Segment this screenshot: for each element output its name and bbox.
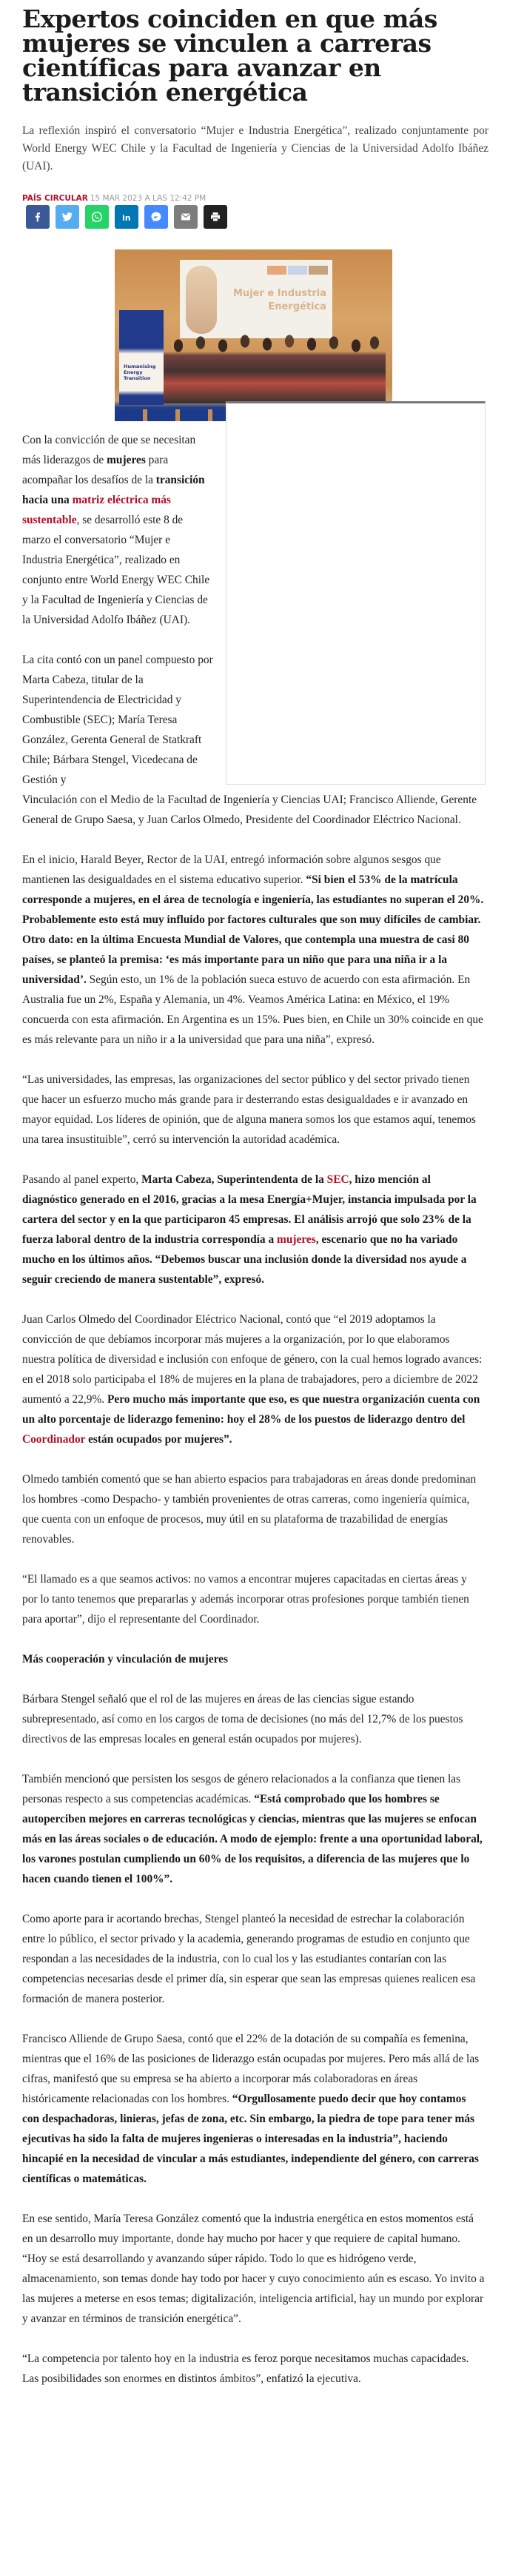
facebook-icon <box>32 211 44 223</box>
print-icon <box>209 211 221 223</box>
paragraph-olmedo-espacios: Olmedo también comentó que se han abierto espacios para trabajadoras en áreas donde predominan los hombres -como Despacho- y también provenientes de otras carreras, como ingeniería química, que cuenta con un enfoque de procesos, muy útil en su plataforma de trazabilidad de energías renovables. <box>22 1473 477 1546</box>
whatsapp-icon <box>91 211 103 223</box>
article-photo <box>115 249 392 421</box>
bold-text: transición hacia una <box>22 474 205 506</box>
text-span: Pasando al panel experto, <box>22 1173 142 1186</box>
screen-title-line2: Energética <box>268 301 326 312</box>
bold-text: mujeres <box>107 454 146 466</box>
bold-text: , escenario que no ha variado mucho en los últimos años. “Debemos buscar una inclusión donde la diversidad nos ayude a seguir creciendo de manera sustentable”, expresó. <box>22 1233 467 1286</box>
paragraph-brechas: Como aporte para ir acortando brechas, Stengel planteó la necesidad de estrechar la colaboración entre lo público, el sector privado y la academia, generando programas de estudio en conjunto que respondan a las necesidades de la industria, con lo cual los y las estudiantes contarían con las competencias necesarias desde el primer día, sin esperar que sean las empresas quienes realicen esa formación de manera posterior. <box>22 1913 476 2005</box>
text-span: En el inicio, Harald Beyer, Rector de la UAI, entregó información sobre algunos sesgos que mantienen las desigualdades en el sistema educativo superior. <box>22 853 441 886</box>
bold-text: están ocupados por mujeres”. <box>85 1433 232 1446</box>
advertisement-placeholder <box>226 401 486 785</box>
article-title: Expertos coinciden en que más mujeres se vinculen a carreras científicas para avanzar en transición energética <box>22 4 437 107</box>
paragraph-competencia: “La competencia por talento hoy en la industria es feroz porque necesitamos muchas capacidades. Las posibilidades son enormes en distintos ámbitos”, enfatizó la ejecutiva. <box>22 2352 469 2385</box>
logo-faculty <box>288 266 307 275</box>
text-span: Francisco Alliende de Grupo Saesa, contó que el 22% de la dotación de su compañía es femenina, mientras que el 16% de las posiciones de liderazgo están ocupadas por mujeres. Pero más allá de las cifras, manifestó que su empresa se ha abierto a incorporar más colaboradoras en áreas históricamente relacionadas con los hombres. <box>22 2033 480 2105</box>
link-sec[interactable]: SEC <box>326 1173 349 1186</box>
logo-wec <box>267 266 286 275</box>
article-lead: La reflexión inspiró el conversatorio “Mujer e Industria Energética”, realizado conjuntamente por World Energy WEC Chile y la Facultad de Ingeniería y Ciencias de la Universidad Adolfo Ibáñez (UAI). <box>22 124 488 172</box>
publish-date: 15 MAR 2023 A LAS 12:42 PM <box>90 194 207 203</box>
text-span: También mencionó que persisten los sesgos de género relacionados a la confianza que tienen las personas respecto a sus competencias académicas. <box>22 1773 461 1805</box>
paragraph-cabeza <box>22 1170 485 1289</box>
share-messenger-button[interactable] <box>144 205 168 229</box>
share-twitter-button[interactable] <box>56 205 79 229</box>
paragraph-alliende <box>22 2029 485 2189</box>
bold-text: Marta Cabeza, Superintendenta de la <box>141 1173 327 1186</box>
text-span: Con la convicción de que se necesitan más liderazgos de <box>22 434 196 466</box>
paragraph-universidades: “Las universidades, las empresas, las organizaciones del sector público y del sector privado tienen que hacer un esfuerzo mucho más grande para ir desterrando estas desigualdades e ir avanzado en mayor equidad. Los líderes de opinión, que de alguna manera somos los que estamos aquí, tenemos una tarea insustituible”, cerró su intervención la autoridad académica. <box>22 1073 476 1146</box>
screen-logos <box>267 266 328 275</box>
paragraph-panel-part1: La cita contó con un panel compuesto por Marta Cabeza, titular de la Superintendencia de Electricidad y Combustible (SEC); María Teresa González, Gerenta General de Statkraft Chile; Bárbara Stengel, Vicedecana de Gestión y <box>22 654 213 786</box>
bold-text: , hizo mención al diagnóstico generado en el 2016, gracias a la mesa Energía+Mujer, instancia impulsada por la cartera del sector y en la que participaron 45 empresas. El análisis arrojó que solo 23% de la fuerza laboral dentro de la industria correspondía a <box>22 1173 477 1246</box>
paragraph-llamado: “El llamado es a que seamos activos: no vamos a encontrar mujeres capacitadas en ciertas áreas y por lo tanto tenemos que prepararlas y además incorporar otras profesiones porque también tienen para aportar”, dijo el representante del Coordinador. <box>22 1573 469 1626</box>
text-span: , se desarrolló este 8 de marzo el conversatorio “Mujer e Industria Energética”, realizado en conjunto entre World Energy WEC Chile y la Facultad de Ingeniería y Ciencias de la Universidad Adolfo Ibáñez (UAI). <box>22 514 210 626</box>
paragraph-panel-part2: Vinculación con el Medio de la Facultad de Ingeniería y Ciencias UAI; Francisco Alliende, Gerente General de Grupo Saesa, y Juan Carlos Olmedo, Presidente del Coordinador Eléctrico Nacional. <box>22 794 477 826</box>
print-button[interactable] <box>204 205 227 229</box>
twitter-icon <box>61 211 73 223</box>
share-email-button[interactable] <box>174 205 198 229</box>
intro-column <box>22 430 213 790</box>
share-linkedin-button[interactable] <box>115 205 138 229</box>
link-coordinador[interactable]: Coordinador <box>22 1433 86 1446</box>
paragraph-gonzalez: En ese sentido, María Teresa González comentó que la industria energética en estos momentos está en un desarrollo muy importante, donde hay mucho por hacer y que requiere de capital humano. “Hoy se está desarrollando y avanzando súper rápido. Todo lo que es hidrógeno verde, almacenamiento, son temas donde hay todo por hacer y cuyo conocimiento aún es escaso. Yo invito a las mujeres a meterse en esos temas; digitalización, inteligencia artificial, hay un mundo por explorar y avanzar en términos de transición energética”. <box>22 2213 485 2325</box>
article-meta <box>22 193 485 204</box>
share-facebook-button[interactable] <box>26 205 50 229</box>
bold-quote: “Si bien el 53% de la matrícula corresponde a mujeres, en el área de tecnología e ingeniería, las estudiantes no superan el 20%. Probablemente esto está muy influido por factores culturales que son muy difíciles de cambiar. Otro dato: en la última Encuesta Mundial de Valores, que contempla una muestra de casi 80 países, se planteó la premisa: ‘es más importante para un niño que para una niña ir a la universidad’. <box>22 873 484 986</box>
paragraph-beyer <box>22 850 485 1050</box>
group-of-people <box>164 323 386 403</box>
text-span: Según esto, un 1% de la población sueca estuvo de acuerdo con esta afirmación. En Australia fue un 2%, España y Alemania, un 4%. Veamos América Latina: en México, el 19% concuerda con esta afirmación. En Argentina es un 15%. Pues bien, en Chile un 30% coincide en que es más relevante para un niño ir a la universidad que para una niña”, expresó. <box>22 973 483 1046</box>
share-bar <box>22 205 485 229</box>
bold-text: Pero mucho más importante que eso, es que nuestra organización cuenta con un alto porcentaje de liderazgo femenino: hoy el 28% de los puestos de liderazgo dentro del <box>22 1393 480 1426</box>
messenger-icon <box>150 211 162 223</box>
text-span: para acompañar los desafíos de la <box>22 454 169 486</box>
logo-uai <box>309 266 328 275</box>
paragraph-stengel: Bárbara Stengel señaló que el rol de las mujeres en áreas de las ciencias sigue estando subrepresentado, así como en los cargos de toma de decisiones (no más del 12,7% de los puestos directivos de las empresas locales en general están ocupados por mujeres). <box>22 1693 463 1745</box>
author-link[interactable]: PAÍS CIRCULAR <box>22 194 88 203</box>
text-span: Juan Carlos Olmedo del Coordinador Eléctrico Nacional, contó que “el 2019 adoptamos la convicción de que debíamos incorporar más mujeres a la organización, por lo que elaboramos nuestra política de diversidad e inclusión con enfoque de género, con la cual hemos logrado avances: en el 2018 solo participaba el 18% de mujeres en la plana de trabajadores, pero a diciembre de 2022 aumentó a 22,9%. <box>22 1313 483 1406</box>
share-whatsapp-button[interactable] <box>85 205 109 229</box>
paragraph-intro <box>22 430 213 630</box>
banner-text: Humanising Energy Transition <box>124 363 156 381</box>
rollup-banner <box>119 310 164 405</box>
svg-text:in: in <box>122 213 131 223</box>
linkedin-icon <box>121 211 132 223</box>
section-heading: Más cooperación y vinculación de mujeres <box>22 1653 229 1666</box>
bold-quote: “Está comprobado que los hombres se autoperciben mejores en carreras tecnológicas y ciencias, mientras que las mujeres se enfocan más en las áreas sociales o de educación. A modo de ejemplo: frente a una oportunidad laboral, los varones postulan cumpliendo un 60% de los requisitos, a diferencia de las mujeres que lo hacen cuando tienen el 100%”. <box>22 1793 483 1885</box>
link-matriz-electrica[interactable]: matriz eléctrica más sustentable <box>22 494 171 526</box>
link-mujeres[interactable]: mujeres <box>277 1233 316 1246</box>
screen-title-line1: Mujer e Industria <box>233 288 326 299</box>
paragraph-olmedo <box>22 1309 485 1449</box>
bold-quote: “Orgullosamente puedo decir que hoy contamos con despachadoras, linieras, jefas de zona, etc. Sin embargo, la piedra de tope para tener más ejecutivas ha sido la falta de mujeres ingenieras o interesadas en la industria”, haciendo hincapié en la necesidad de vincular a más estudiantes, independiente del género, con carreras científicas o matemáticas. <box>22 2093 479 2185</box>
email-icon <box>180 211 192 223</box>
paragraph-sesgos <box>22 1769 485 1889</box>
